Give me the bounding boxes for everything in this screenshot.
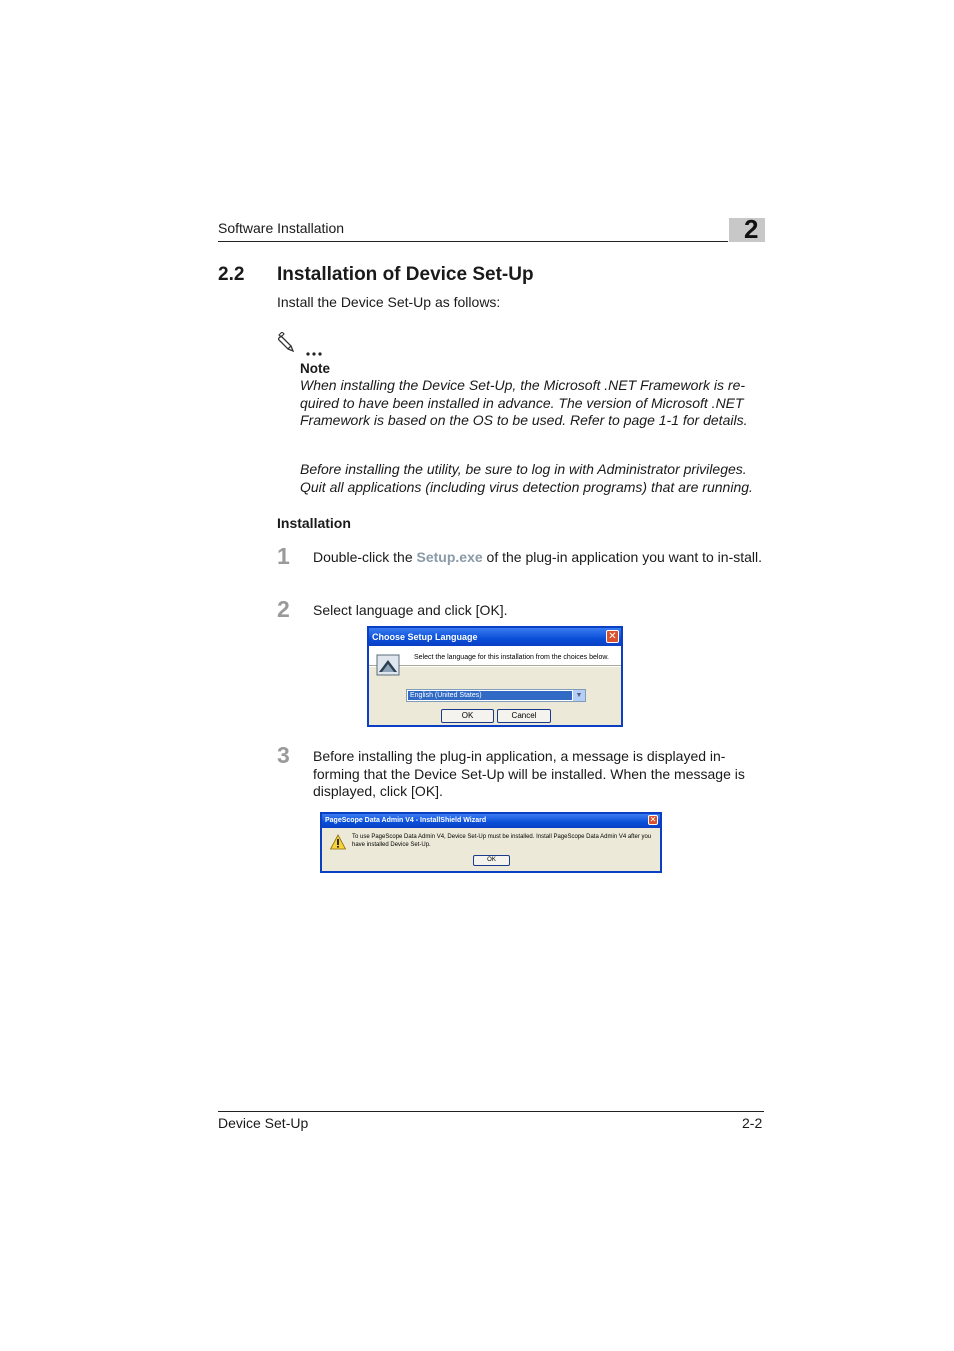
step-text [313, 549, 768, 567]
choose-language-dialog [367, 626, 623, 727]
dialog-message: To use PageScope Data Admin V4, Device Set-Up must be installed. Install PageScope Data Admin V4 after you have installed Device Set-Up. [352, 834, 652, 848]
note-label: Note [300, 361, 330, 376]
installshield-wizard-dialog [320, 812, 662, 873]
cancel-button[interactable]: Cancel [497, 709, 551, 723]
header-rule [218, 241, 728, 242]
language-select[interactable] [406, 689, 586, 702]
section-title: Installation of Device Set-Up [277, 264, 534, 285]
footer-rule [218, 1111, 764, 1112]
step-text-part: Double-click the [313, 549, 417, 565]
step-text: Before installing the plug-in application, a message is displayed in-forming that the Device Set-Up will be installed. When the message is displayed, click [OK]. [313, 748, 745, 799]
step-text: Select language and click [OK]. [313, 602, 508, 618]
dialog-title: PageScope Data Admin V4 - InstallShield Wizard [322, 814, 660, 828]
dialog-title: Choose Setup Language [369, 628, 621, 646]
close-icon[interactable]: ✕ [606, 630, 619, 643]
section-number: 2.2 [218, 264, 245, 285]
footer-title: Device Set-Up [218, 1115, 309, 1131]
ok-button[interactable]: OK [473, 855, 510, 866]
installer-icon [376, 653, 400, 677]
step-text-part: of the plug-in application you want to in-stall. [482, 549, 763, 565]
ok-button[interactable]: OK [441, 709, 494, 723]
note-paragraph: Before installing the utility, be sure to log in with Administrator privileges. Quit all applications (including virus detection programs) that are running. [300, 461, 753, 495]
page-number: 2-2 [742, 1115, 763, 1131]
language-selected-value: English (United States) [408, 691, 572, 700]
step-number: 1 [277, 543, 290, 569]
dialog-message: Select the language for this installation from the choices below. [414, 654, 609, 661]
chevron-down-icon[interactable]: ▼ [573, 690, 585, 701]
setup-exe-label: Setup.exe [416, 549, 483, 565]
note-paragraph: When installing the Device Set-Up, the Microsoft .NET Framework is re-quired to have been installed in advance. The version of Microsoft .NET Framework is based on the OS to be used. Refer to page 1-1 for details. [300, 377, 748, 428]
chapter-number: 2 [744, 214, 759, 244]
pencil-note-icon [278, 332, 330, 358]
close-icon[interactable]: ✕ [649, 815, 657, 824]
divider [369, 666, 621, 667]
running-title: Software Installation [218, 220, 345, 236]
step-number: 2 [277, 596, 290, 622]
warning-icon [330, 834, 346, 850]
step-number: 3 [277, 742, 290, 768]
installation-heading: Installation [277, 515, 351, 531]
section-intro: Install the Device Set-Up as follows: [277, 294, 501, 310]
